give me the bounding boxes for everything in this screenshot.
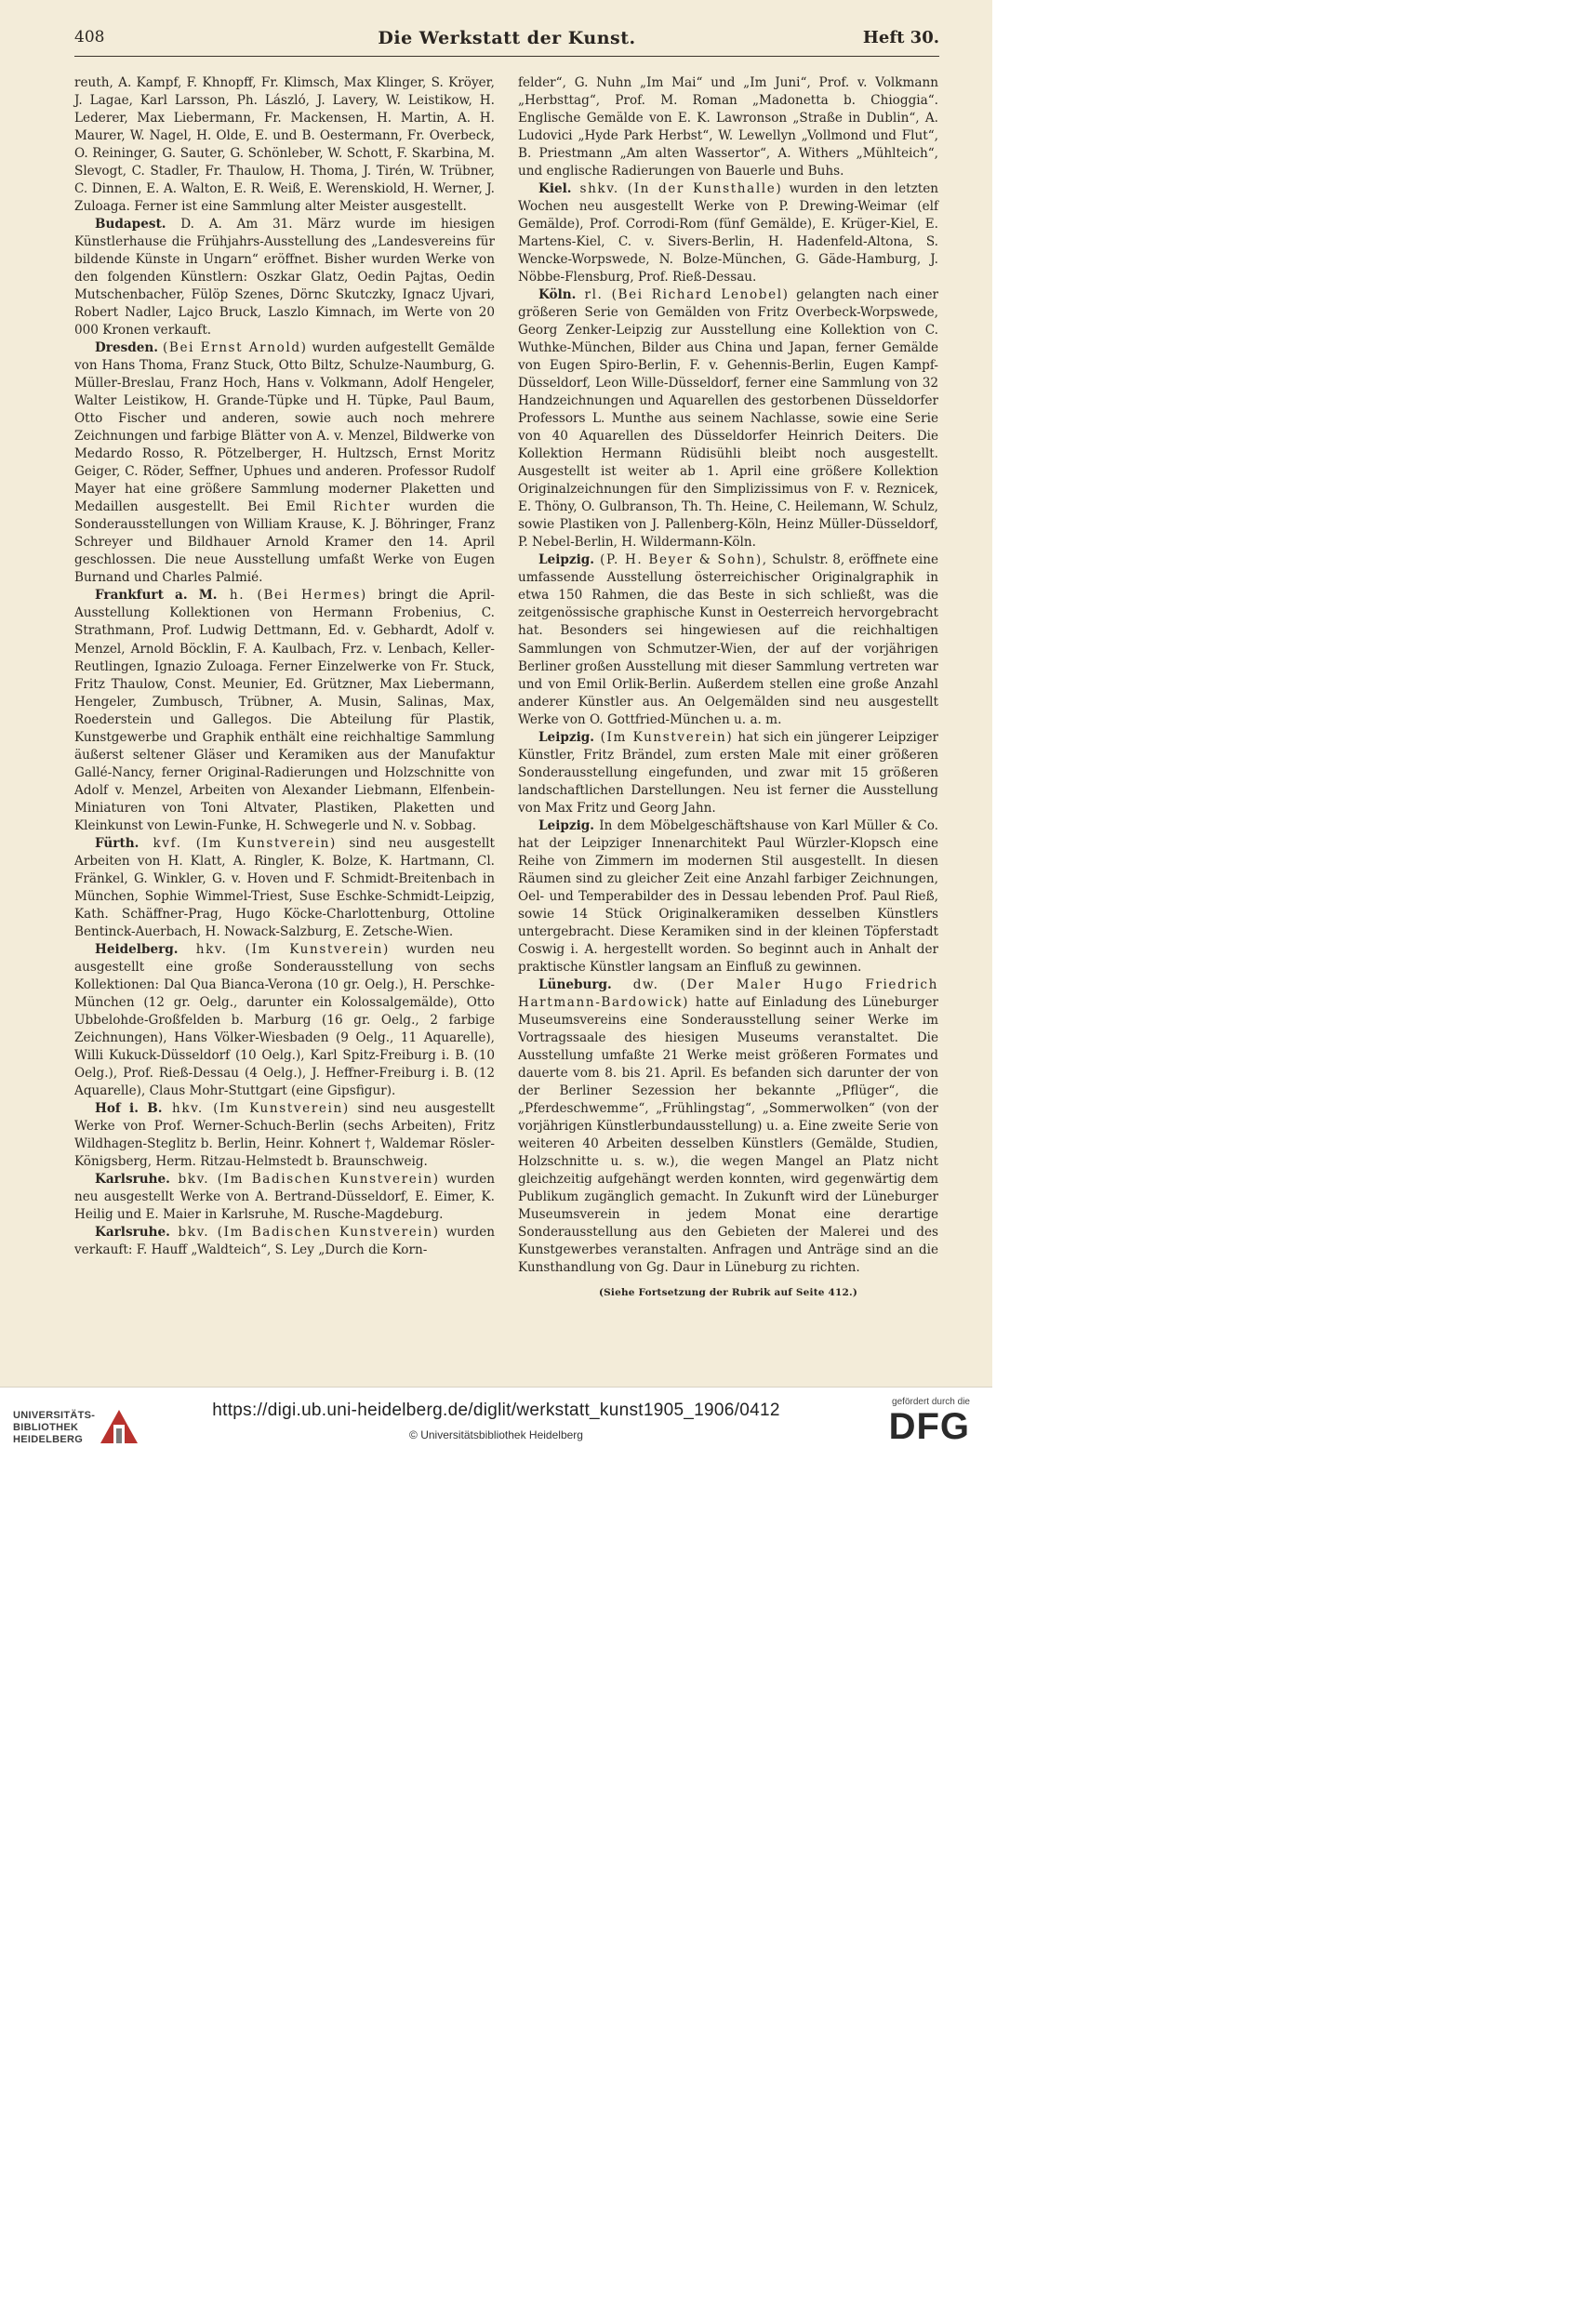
copyright-notice: © Universitätsbibliothek Heidelberg bbox=[409, 1428, 583, 1441]
name-spaced: Richter bbox=[333, 499, 392, 515]
funded-by-label: gefördert durch die bbox=[892, 1397, 970, 1407]
entry-text: sind neu ausgestellt Werke von Prof. Werner-Schuch-Berlin (sechs Arbeiten), Fritz Wildhagen-Steglitz b. Berlin, Heinr. Kohnert †, Waldemar Rösler-Königsberg, Herm. Ritzau-Helmstedt b. Braunschweig. bbox=[74, 1100, 496, 1169]
city-name: Leipzig. bbox=[538, 729, 594, 745]
venue: (Im Kunstverein) bbox=[594, 729, 734, 745]
entry-text: hat sich ein jüngerer Leipziger Künstler, Fritz Brändel, zum ersten Male mit einer größeren Sonderausstellung eingefunden, und zwar mit 15 größeren landschaftlichen Darstellungen. Neu ist ferner die Ausstellung von Max Fritz und Georg Jahn. bbox=[518, 729, 939, 816]
city-name: Leipzig. bbox=[538, 552, 594, 568]
entry-text: Schulstr. 8, eröffnete eine umfassende Ausstellung österreichischer Originalgraphik in etwa 150 Rahmen, die das Beste in sich schließt, was die zeitgenössische graphische Kunst in Oesterreich hervorgebracht hat. Besonders sei hingewiesen auf die reichhaltigen Sammlungen von Schmutzer-Wien, der auf der vorjährigen Berliner großen Ausstellung mit dieser Sammlung vertreten war und von Emil Orlik-Berlin. Außerdem stellen eine große Anzahl anderer Künstler aus. An Oelgemälden sind neu ausgestellt Werke von O. Gottfried-München u. a. m. bbox=[518, 552, 939, 727]
entry-text: sind neu ausgestellt Arbeiten von H. Klatt, A. Ringler, K. Bolze, K. Hartmann, Cl. Fränkel, G. Winkler, G. v. Hoven und F. Schmidt-Breitenbach in München, Sophie Wimmel-Triest, Suse Eschke-Schmidt-Leipzig, Kath. Schäffner-Prag, Hugo Köcke-Charlottenburg, Ottoline Bentinck-Auerbach, H. Nowack-Salzburg, E. Zetsche-Wien. bbox=[74, 835, 495, 939]
city-name: Köln. bbox=[538, 287, 577, 303]
entry-fuerth bbox=[74, 835, 495, 941]
venue: bkv. (Im Badischen Kunstverein) bbox=[169, 1225, 440, 1241]
city-name: Leipzig. bbox=[538, 817, 594, 833]
city-name: Fürth. bbox=[95, 835, 140, 851]
city-name: Karlsruhe. bbox=[95, 1225, 170, 1241]
venue: rl. (Bei Richard Lenobel) bbox=[576, 287, 790, 303]
page-number: 408 bbox=[74, 28, 105, 46]
dfg-logo[interactable] bbox=[868, 1397, 970, 1453]
scanned-page bbox=[0, 0, 992, 1387]
entry-karlsruhe bbox=[74, 1171, 495, 1224]
entry-text: wurden verkauft: F. Hauff „Waldteich“, S. Ley „Durch die Korn- bbox=[74, 1225, 495, 1258]
venue: h. (Bei Hermes) bbox=[217, 588, 367, 604]
entry-text: gelangten nach einer größeren Serie von Gemälden von Fritz Overbeck-Worpswede, Georg Zenker-Leipzig zur Ausstellung eine Kollektion von C. Wuthke-München, Bilder aus China und Japan, ferner Gemälde von Eugen Spiro-Berlin, F. v. Gehennis-Berlin, Eugen Kampf-Düsseldorf, Leon Wille-Düsseldorf, ferner eine Sammlung von 32 Handzeichnungen und Aquarellen des gestorbenen Düsseldorfer Professors L. Munthe aus seinem Nachlasse, sowie eine Serie von 40 Aquarellen des Düsseldorfer Heinrich Deiters. Die Kollektion Hermann Rüdisühli bleibt noch ausgestellt. Ausgestellt ist weiter ab 1. April eine größere Kollektion Originalzeichnungen für den Simplizissimus von F. v. Reznicek, E. Thöny, O. Gulbranson, Th. Th. Heine, C. Heilemann, W. Schulz, sowie Plastiken von J. Pallenberg-Köln, Heinz Müller-Düsseldorf, P. Nebel-Berlin, H. Wildermann-Köln. bbox=[518, 287, 938, 551]
page-header bbox=[74, 28, 939, 52]
venue: bkv. (Im Badischen Kunstverein) bbox=[169, 1171, 440, 1187]
entry-leipzig-kunstverein bbox=[518, 729, 938, 817]
venue: (P. H. Beyer & Sohn), bbox=[594, 552, 768, 568]
entry-dresden bbox=[74, 339, 495, 587]
city-name: Heidelberg. bbox=[95, 941, 179, 957]
library-name-line: HEIDELBERG bbox=[13, 1434, 84, 1445]
entry-text: hatte auf Einladung des Lüneburger Museumsvereins eine Sonderausstellung seiner Werke im Vortragssaale des hiesigen Museums veranstaltet. Die Ausstellung umfaßte 21 Werke meist größeren Formates und dauerte vom 8. bis 21. April. Es befanden sich darunter der von der Berliner Sezession her bekannte „Pflüger“, die „Pferdeschwemme“, „Frühlingstag“, „Sommerwolken“ (von der vorjährigen Künstlerbundausstellung) u. a. Eine zweite Serie von weiteren 40 Arbeiten desselben Künstlers (Gemälde, Studien, Holzschnitte u. s. w.), die wegen Mangel an Platz nicht gleichzeitig aufgehängt werden konnten, wird gegenwärtig dem Publikum zugänglich gemacht. In Zukunft wird der Lüneburger Museumsverein in jedem Monat eine derartige Sonderausstellung aus den Gebieten der Malerei und des Kunstgewerbes veranstalten. Anfragen und Anträge sind an die Kunsthandlung von Gg. Daur in Lüneburg zu richten. bbox=[518, 994, 938, 1276]
entry-lueneburg bbox=[518, 976, 938, 1277]
right-column bbox=[518, 74, 938, 1302]
venue: hkv. (Im Kunstverein) bbox=[178, 941, 390, 957]
entry-frankfurt bbox=[74, 587, 495, 834]
permalink-url[interactable]: https://digi.ub.uni-heidelberg.de/diglit/werkstatt_kunst1905_1906/0412 bbox=[212, 1401, 780, 1420]
entry-leipzig-beyer bbox=[518, 551, 938, 728]
entry-koeln bbox=[518, 286, 938, 551]
venue: hkv. (Im Kunstverein) bbox=[162, 1100, 350, 1116]
city-name: Frankfurt a. M. bbox=[95, 588, 218, 604]
city-name: Dresden. bbox=[95, 340, 159, 356]
entry-text: wurden in den letzten Wochen neu ausgestellt Werke von P. Drewing-Weimar (elf Gemälde), Prof. Corrodi-Rom (fünf Gemälde), E. Krüger-Kiel, E. Martens-Kiel, C. v. Sivers-Berlin, H. Hadenfeld-Altona, S. Wencke-Worpswede, N. Bolze-München, G. Gäde-Hamburg, J. Nöbbe-Flensburg, Prof. Rieß-Dessau. bbox=[518, 181, 938, 286]
entry-text: D. A. Am 31. März wurde im hiesigen Künstlerhause die Frühjahrs-Ausstellung des „Landesvereins für bildende Künste in Ungarn“ eröffnet. Bisher wurden Werke von den folgenden Künstlern: Oszkar Glatz, Oedin Pajtas, Oedin Mutschenbacher, Fülöp Szenes, Dörnc Skutczky, Ignacz Ujvari, Robert Nadler, Lajco Bruck, Laszlo Kimnach, im Werte von 20 000 Kronen verkauft. bbox=[74, 217, 495, 339]
venue: shkv. (In der Kunsthalle) bbox=[571, 181, 783, 197]
city-name: Hof i. B. bbox=[95, 1100, 163, 1116]
entry-text: In dem Möbelgeschäftshause von Karl Müller & Co. hat der Leipziger Innenarchitekt Paul Würzler-Klopsch eine Reihe von Zimmern im modernen Stil ausgestellt. In diesen Räumen sind zu gleicher Zeit eine Anzahl farbiger Zeichnungen, Oel- und Temperabilder des in Dessau lebenden Prof. Paul Rieß, sowie 14 Stück Originalkeramiken desselben Künstlers untergebracht. Diese Keramiken sind in der kleinen Töpferstadt Coswig i. A. hergestellt worden. So beginnt auch in Anhalt der praktische Künstler langsam an Einfluß zu gewinnen. bbox=[518, 817, 938, 975]
entry-text: bringt die April-Ausstellung Kollektionen von Hermann Frobenius, C. Strathmann, Prof. Ludwig Dettmann, Ed. v. Gebhardt, Adolf v. Menzel, Arnold Böcklin, F. A. Kaulbach, Frz. v. Lenbach, Keller-Reutlingen, Ignazio Zuloaga. Ferner Einzelwerke von Fr. Stuck, Fritz Thaulow, Const. Meunier, Ed. Grützner, Max Liebermann, Hengeler, Zumbusch, Trübner, A. Musin, Salinas, Max, Roederstein und Gallegos. Die Abteilung für Plastik, Kunstgewerbe und Graphik enthält eine reichhaltige Sammlung äußerst seltener Gläser und Keramiken aus der Manufaktur Gallé-Nancy, ferner Original-Radierungen und Holzschnitte von Adolf v. Menzel, Arbeiten von Alexander Liebmann, Elfenbein-Miniaturen von Toni Altvater, Plastiken, Plaketten und Kleinkunst von Lewin-Funke, H. Schwegerle und N. v. Sobbag. bbox=[74, 588, 495, 833]
entry-text: wurden neu ausgestellt Werke von A. Bertrand-Düsseldorf, E. Eimer, K. Heilig und E. Maier in Karlsruhe, M. Rusche-Magdeburg. bbox=[74, 1171, 495, 1222]
city-name: Budapest. bbox=[95, 217, 166, 232]
paragraph: reuth, A. Kampf, F. Khnopff, Fr. Klimsch, Max Klinger, S. Kröyer, J. Lagae, Karl Larsson, Ph. László, J. Lavery, W. Leistikow, H. Lederer, Max Liebermann, Fr. Mackensen, H. Martin, A. H. Maurer, W. Nagel, H. Olde, E. und B. Oestermann, Fr. Overbeck, O. Reininger, G. Sauter, G. Schönleber, W. Schott, F. Skarbina, M. Slevogt, C. Stadler, Fr. Thaulow, H. Thoma, J. Tirén, W. Trübner, C. Dinnen, E. A. Walton, E. R. Weiß, E. Werenskiold, H. Werner, J. Zuloaga. Ferner ist eine Sammlung alter Meister ausgestellt. bbox=[74, 75, 495, 215]
entry-heidelberg bbox=[74, 941, 495, 1100]
venue: (Bei Ernst Arnold) bbox=[162, 340, 308, 356]
entry-hof bbox=[74, 1100, 495, 1171]
left-column bbox=[74, 74, 495, 1259]
header-rule bbox=[74, 56, 939, 57]
running-title: Die Werkstatt der Kunst. bbox=[378, 28, 636, 48]
venue: dw. (Der Maler Hugo Friedrich Hartmann-Bardowick) bbox=[518, 976, 938, 1010]
library-name-line: UNIVERSITÄTS- bbox=[13, 1410, 96, 1421]
city-name: Kiel. bbox=[538, 181, 572, 197]
entry-text: wurden die Sonderausstellungen von William Krause, K. J. Böhringer, Franz Schreyer und Bildhauer Arnold Kramer den 14. April geschlossen. Die neue Ausstellung umfaßt Werke von Eugen Burnand und Charles Palmié. bbox=[74, 499, 495, 586]
venue: kvf. (Im Kunstverein) bbox=[139, 835, 337, 851]
entry-leipzig-moebel bbox=[518, 817, 938, 976]
continuation-note: (Siehe Fortsetzung der Rubrik auf Seite 412.) bbox=[598, 1287, 858, 1299]
library-name-line: BIBLIOTHEK bbox=[13, 1422, 79, 1433]
entry-text: wurden neu ausgestellt eine große Sonderausstellung von sechs Kollektionen: Dal Qua Bianca-Verona (10 gr. Oelg.), H. Perschke-München (12 gr. Oelg., darunter ein Kolossalgemälde), Otto Ubbelohde-Großfelden b. Marburg (16 gr. Oelg., 2 farbige Zeichnungen), Hans Völker-Wiesbaden (9 Oelg., 11 Aquarelle), Willi Kukuck-Düsseldorf (10 Oelg.), Karl Spitz-Freiburg i. B. (10 Oelg.), Prof. Rieß-Dessau (4 Oelg.), J. Heffner-Freiburg i. B. (12 Aquarelle), Claus Mohr-Stuttgart (eine Gipsfigur). bbox=[74, 941, 495, 1098]
entry-text: wurden aufgestellt Gemälde von Hans Thoma, Franz Stuck, Otto Biltz, Schulze-Naumburg, G. Müller-Breslau, Franz Hoch, Hans v. Volkmann, Adolf Hengeler, Walter Leistikow, H. Grande-Tüpke und H. Tüpke, Paul Baum, Otto Fischer und anderen, sowie auch noch mehrere Zeichnungen und farbige Blätter von A. v. Menzel, Bildwerke von Medardo Rosso, R. Pötzelberger, H. Hultzsch, Ernst Moritz Geiger, C. Röder, Seffner, Uphues und anderen. Professor Rudolf Mayer hat eine größere Sammlung moderner Plaketten und Medaillen ausgestellt. Bei Emil bbox=[74, 340, 495, 515]
city-name: Karlsruhe. bbox=[95, 1171, 170, 1187]
dfg-wordmark: DFG bbox=[888, 1406, 970, 1447]
entry-kiel bbox=[518, 180, 938, 286]
paragraph: felder“, G. Nuhn „Im Mai“ und „Im Juni“, Prof. v. Volkmann „Herbsttag“, Prof. M. Roman „Madonetta b. Chioggia“. Englische Gemälde von E. K. Lawronson „Straße in Dublin“, A. Ludovici „Hyde Park Herbst“, W. Lewellyn „Vollmond und Flut“, B. Priestmann „Am alten Wassertor“, A. Withers „Mühlteich“, und englische Radierungen von Bauerle und Buhs. bbox=[518, 75, 938, 179]
issue-number: Heft 30. bbox=[862, 28, 939, 47]
city-name: Lüneburg. bbox=[538, 976, 612, 992]
entry-karlsruhe-sales bbox=[74, 1224, 495, 1259]
viewer-footer bbox=[0, 1387, 992, 1459]
entry-budapest bbox=[74, 216, 495, 339]
